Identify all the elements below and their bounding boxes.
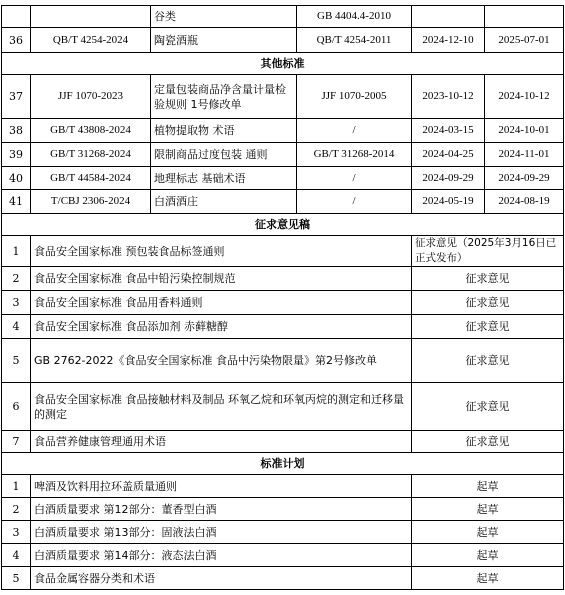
table-row xyxy=(2,475,564,498)
standard-name: 陶瓷酒瓶 xyxy=(151,28,297,53)
table-row xyxy=(2,6,564,28)
plan-name: 白酒质量要求 第13部分：固液法白酒 xyxy=(31,521,412,544)
plan-name: 食品金属容器分类和术语 xyxy=(31,567,412,590)
draft-status: 征求意见 xyxy=(412,339,564,383)
draft-name: 食品安全国家标准 食品添加剂 赤藓糖醇 xyxy=(31,315,412,339)
table-row xyxy=(2,567,564,590)
table-row xyxy=(2,236,564,267)
section-header-row xyxy=(2,214,564,236)
publish-date xyxy=(412,6,485,28)
plan-status: 起草 xyxy=(412,521,564,544)
table-row xyxy=(2,267,564,291)
implement-date: 2024-09-29 xyxy=(485,167,564,190)
implement-date: 2025-07-01 xyxy=(485,28,564,53)
draft-name: 食品安全国家标准 预包装食品标签通则 xyxy=(31,236,412,267)
section-header-row xyxy=(2,53,564,75)
plan-status: 起草 xyxy=(412,498,564,521)
replaced-standard: QB/T 4254-2011 xyxy=(297,28,412,53)
row-number: 6 xyxy=(2,383,31,431)
implement-date: 2024-08-19 xyxy=(485,190,564,214)
replaced-standard: / xyxy=(297,119,412,143)
draft-status: 征求意见（2025年3月16日已正式发布） xyxy=(412,236,564,267)
table-row xyxy=(2,167,564,190)
row-number: 1 xyxy=(2,236,31,267)
row-number: 40 xyxy=(2,167,31,190)
row-number: 41 xyxy=(2,190,31,214)
table-row xyxy=(2,119,564,143)
standard-name: 谷类 xyxy=(151,6,297,28)
draft-status: 征求意见 xyxy=(412,291,564,315)
section-title-other: 其他标准 xyxy=(2,53,564,75)
publish-date: 2023-10-12 xyxy=(412,75,485,119)
plan-name: 啤酒及饮料用拉环盖质量通则 xyxy=(31,475,412,498)
draft-status: 征求意见 xyxy=(412,267,564,291)
standard-code: QB/T 4254-2024 xyxy=(31,28,151,53)
row-number: 36 xyxy=(2,28,31,53)
standard-code: GB/T 43808-2024 xyxy=(31,119,151,143)
section-title-plans: 标准计划 xyxy=(2,453,564,475)
replaced-standard: / xyxy=(297,190,412,214)
draft-name: 食品安全国家标准 食品用香料通则 xyxy=(31,291,412,315)
table-row xyxy=(2,521,564,544)
row-number: 5 xyxy=(2,339,31,383)
row-number: 3 xyxy=(2,291,31,315)
row-number: 4 xyxy=(2,544,31,567)
plan-name: 白酒质量要求 第12部分：董香型白酒 xyxy=(31,498,412,521)
row-number: 38 xyxy=(2,119,31,143)
table-row xyxy=(2,431,564,453)
row-number: 2 xyxy=(2,498,31,521)
publish-date: 2024-03-15 xyxy=(412,119,485,143)
section-title-drafts: 征求意见稿 xyxy=(2,214,564,236)
replaced-standard: GB 4404.4-2010 xyxy=(297,6,412,28)
publish-date: 2024-04-25 xyxy=(412,143,485,167)
section-header-row xyxy=(2,453,564,475)
row-number: 3 xyxy=(2,521,31,544)
table-row xyxy=(2,190,564,214)
standards-table xyxy=(1,5,564,590)
row-number: 4 xyxy=(2,315,31,339)
table-row xyxy=(2,544,564,567)
draft-name: 食品安全国家标准 食品接触材料及制品 环氧乙烷和环氧丙烷的测定和迁移量的测定 xyxy=(31,383,412,431)
row-number: 2 xyxy=(2,267,31,291)
replaced-standard: / xyxy=(297,167,412,190)
standard-name: 植物提取物 术语 xyxy=(151,119,297,143)
standard-code xyxy=(31,6,151,28)
implement-date: 2024-10-12 xyxy=(485,75,564,119)
implement-date: 2024-10-01 xyxy=(485,119,564,143)
row-number: 37 xyxy=(2,75,31,119)
table-row xyxy=(2,75,564,119)
draft-name: GB 2762-2022《食品安全国家标准 食品中污染物限量》第2号修改单 xyxy=(31,339,412,383)
replaced-standard: JJF 1070-2005 xyxy=(297,75,412,119)
row-number: 1 xyxy=(2,475,31,498)
row-number: 7 xyxy=(2,431,31,453)
table-row xyxy=(2,383,564,431)
standard-name: 限制商品过度包装 通则 xyxy=(151,143,297,167)
standard-code: GB/T 44584-2024 xyxy=(31,167,151,190)
table-row xyxy=(2,498,564,521)
implement-date xyxy=(485,6,564,28)
draft-status: 征求意见 xyxy=(412,383,564,431)
table-row xyxy=(2,28,564,53)
table-row xyxy=(2,291,564,315)
plan-name: 白酒质量要求 第14部分：液态法白酒 xyxy=(31,544,412,567)
table-row xyxy=(2,143,564,167)
table-row xyxy=(2,315,564,339)
plan-status: 起草 xyxy=(412,475,564,498)
row-number xyxy=(2,6,31,28)
draft-status: 征求意见 xyxy=(412,431,564,453)
standard-name: 地理标志 基础术语 xyxy=(151,167,297,190)
draft-name: 食品营养健康管理通用术语 xyxy=(31,431,412,453)
replaced-standard: GB/T 31268-2014 xyxy=(297,143,412,167)
row-number: 39 xyxy=(2,143,31,167)
standard-code: GB/T 31268-2024 xyxy=(31,143,151,167)
draft-name: 食品安全国家标准 食品中铅污染控制规范 xyxy=(31,267,412,291)
publish-date: 2024-09-29 xyxy=(412,167,485,190)
row-number: 5 xyxy=(2,567,31,590)
draft-status: 征求意见 xyxy=(412,315,564,339)
publish-date: 2024-12-10 xyxy=(412,28,485,53)
plan-status: 起草 xyxy=(412,544,564,567)
table-row xyxy=(2,339,564,383)
publish-date: 2024-05-19 xyxy=(412,190,485,214)
standard-name: 白酒酒庄 xyxy=(151,190,297,214)
standard-code: JJF 1070-2023 xyxy=(31,75,151,119)
standard-code: T/CBJ 2306-2024 xyxy=(31,190,151,214)
standard-name: 定量包装商品净含量计量检验规则 1号修改单 xyxy=(151,75,297,119)
plan-status: 起草 xyxy=(412,567,564,590)
implement-date: 2024-11-01 xyxy=(485,143,564,167)
